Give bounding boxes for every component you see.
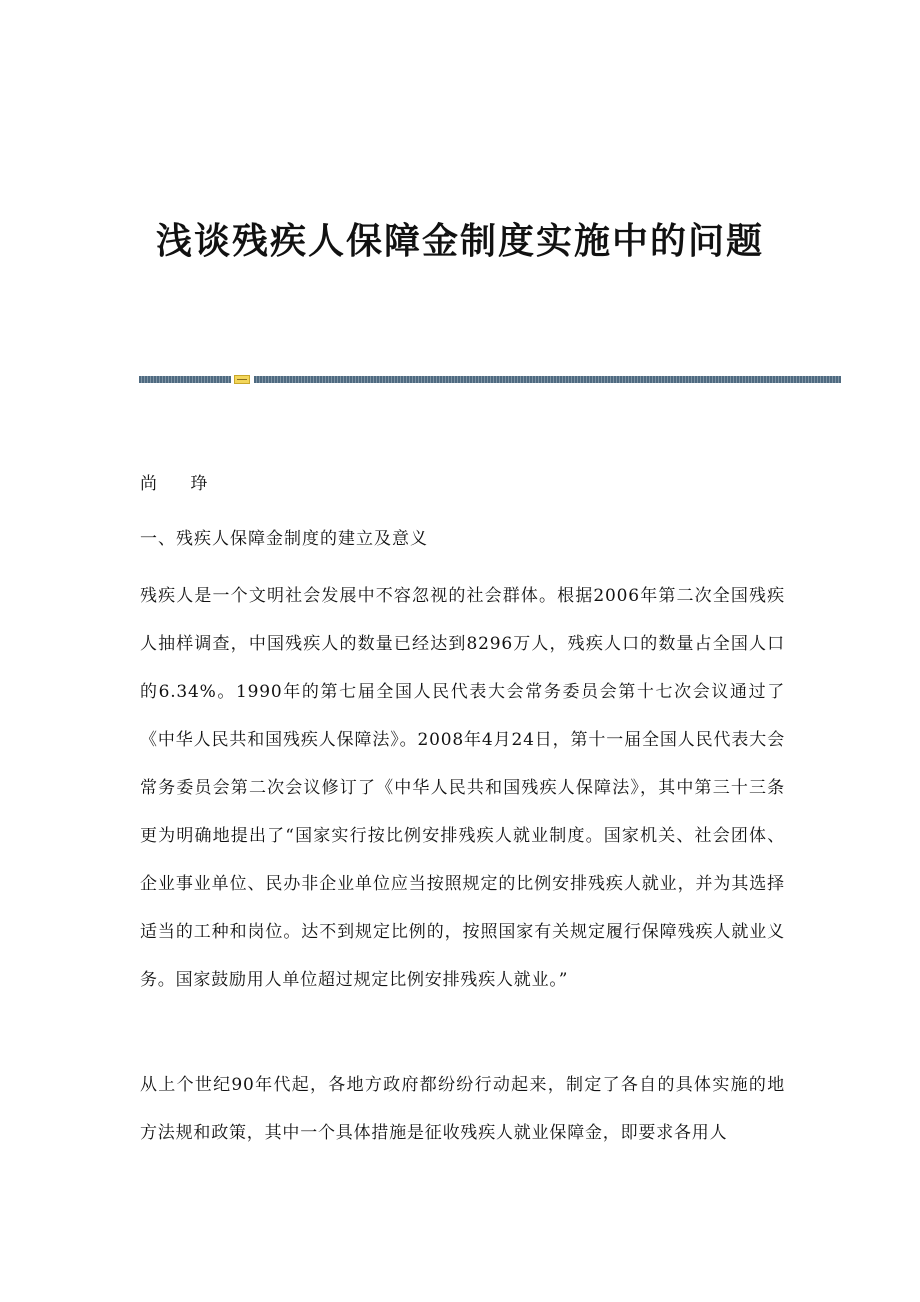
section-heading: 一、残疾人保障金制度的建立及意义 (140, 529, 428, 549)
document-title: 浅谈残疾人保障金制度实施中的问题 (155, 221, 764, 262)
title-divider (139, 375, 841, 384)
divider-ornament-icon (234, 375, 250, 384)
body-paragraph: 残疾人是一个文明社会发展中不容忽视的社会群体。根据2006年第二次全国残疾人抽样调查，中国残疾人的数量已经达到8296万人，残疾人口的数量占全国人口的6.34%。1990年的第七届全国人民代表大会常务委员会第十七次会议通过了《中华人民共和国残疾人保障法》。2008年4月24日，第十一届全国人民代表大会常务委员会第二次会议修订了《中华人民共和国残疾人保障法》，其中第三十三条更为明确地提出了“国家实行按比例安排残疾人就业制度。国家机关、社会团体、企业事业单位、民办非企业单位应当按照规定的比例安排残疾人就业，并为其选择适当的工种和岗位。达不到规定比例的，按照国家有关规定履行保障残疾人就业义务。国家鼓励用人单位超过规定比例安排残疾人就业。” (140, 586, 785, 990)
divider-bar-left (139, 376, 231, 383)
divider-bar-right (254, 376, 841, 383)
author-name: 尚 琤 (140, 474, 222, 494)
body-paragraph: 从上个世纪90年代起，各地方政府都纷纷行动起来，制定了各自的具体实施的地方法规和政策，其中一个具体措施是征收残疾人就业保障金，即要求各用人 (140, 1075, 785, 1143)
